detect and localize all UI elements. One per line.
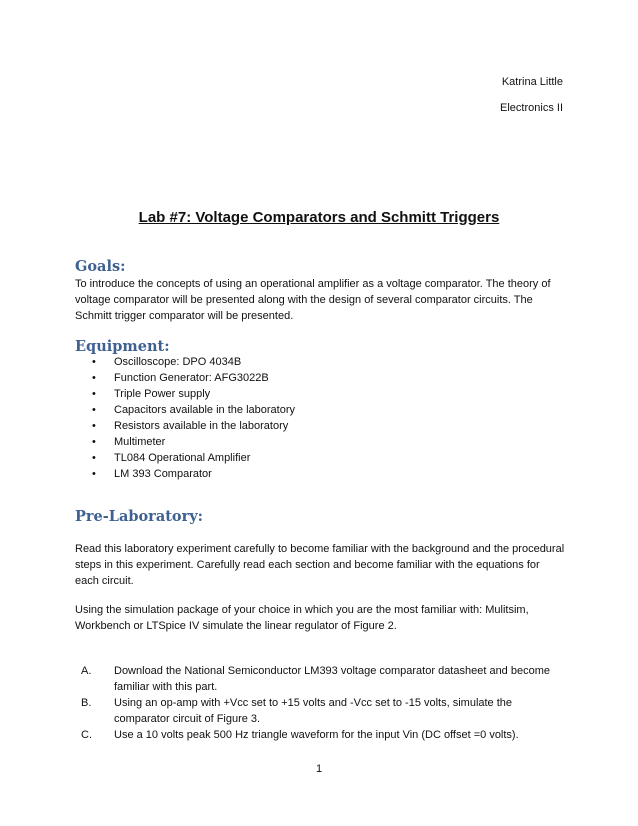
bullet-icon: • [92, 388, 96, 400]
list-item [75, 663, 555, 695]
equipment-heading: Equipment: [75, 338, 170, 355]
step-text: Download the National Semiconductor LM393 voltage comparator datasheet and become familiar with this part. [114, 665, 550, 693]
equipment-item-label: Oscilloscope: DPO 4034B [114, 356, 242, 368]
equipment-item-label: Triple Power supply [114, 388, 211, 400]
bullet-icon: • [92, 436, 96, 448]
goals-heading: Goals: [75, 258, 126, 275]
bullet-icon: • [92, 468, 96, 480]
list-item [92, 466, 295, 482]
step-letter: A. [81, 665, 92, 677]
step-letter: C. [81, 729, 92, 741]
pre-lab-paragraph-1: Read this laboratory experiment carefully to become familiar with the background and the procedural steps in this experiment. Carefully read each section and become familiar with the equations for each circuit. [75, 543, 565, 587]
bullet-icon: • [92, 420, 96, 432]
list-item [75, 695, 555, 727]
list-item [92, 354, 295, 370]
document-title: Lab #7: Voltage Comparators and Schmitt Triggers [138, 209, 500, 226]
step-letter: B. [81, 697, 92, 709]
list-item [92, 370, 295, 386]
equipment-list [92, 354, 295, 482]
bullet-icon: • [92, 372, 96, 384]
equipment-item-label: Capacitors available in the laboratory [114, 404, 295, 416]
course-name: Electronics II [500, 102, 563, 114]
pre-lab-paragraph-2: Using the simulation package of your choice in which you are the most familiar with: Mulitsim, Workbench or LTSpice IV simulate the linear regulator of Figure 2. [75, 604, 529, 632]
list-item [92, 418, 295, 434]
pre-lab-heading: Pre-Laboratory: [75, 508, 204, 525]
step-text: Use a 10 volts peak 500 Hz triangle waveform for the input Vin (DC offset =0 volts). [114, 729, 519, 741]
equipment-item-label: Resistors available in the laboratory [114, 420, 289, 432]
bullet-icon: • [92, 452, 96, 464]
list-item [92, 450, 295, 466]
bullet-icon: • [92, 356, 96, 368]
equipment-item-label: LM 393 Comparator [114, 468, 212, 480]
step-text: Using an op-amp with +Vcc set to +15 volts and -Vcc set to -15 volts, simulate the comparator circuit of Figure 3. [114, 697, 513, 725]
equipment-item-label: Function Generator: AFG3022B [114, 372, 269, 384]
author-name: Katrina Little [501, 76, 563, 88]
pre-lab-steps [75, 663, 555, 743]
list-item [92, 434, 295, 450]
equipment-item-label: Multimeter [114, 436, 166, 448]
list-item [75, 727, 555, 743]
page-number: 1 [315, 763, 323, 775]
bullet-icon: • [92, 404, 96, 416]
list-item [92, 386, 295, 402]
list-item [92, 402, 295, 418]
goals-text: To introduce the concepts of using an operational amplifier as a voltage comparator. The theory of voltage comparator will be presented along with the design of several comparator circuits. The Schmitt trigger comparator will be presented. [75, 278, 551, 322]
equipment-item-label: TL084 Operational Amplifier [114, 452, 251, 464]
